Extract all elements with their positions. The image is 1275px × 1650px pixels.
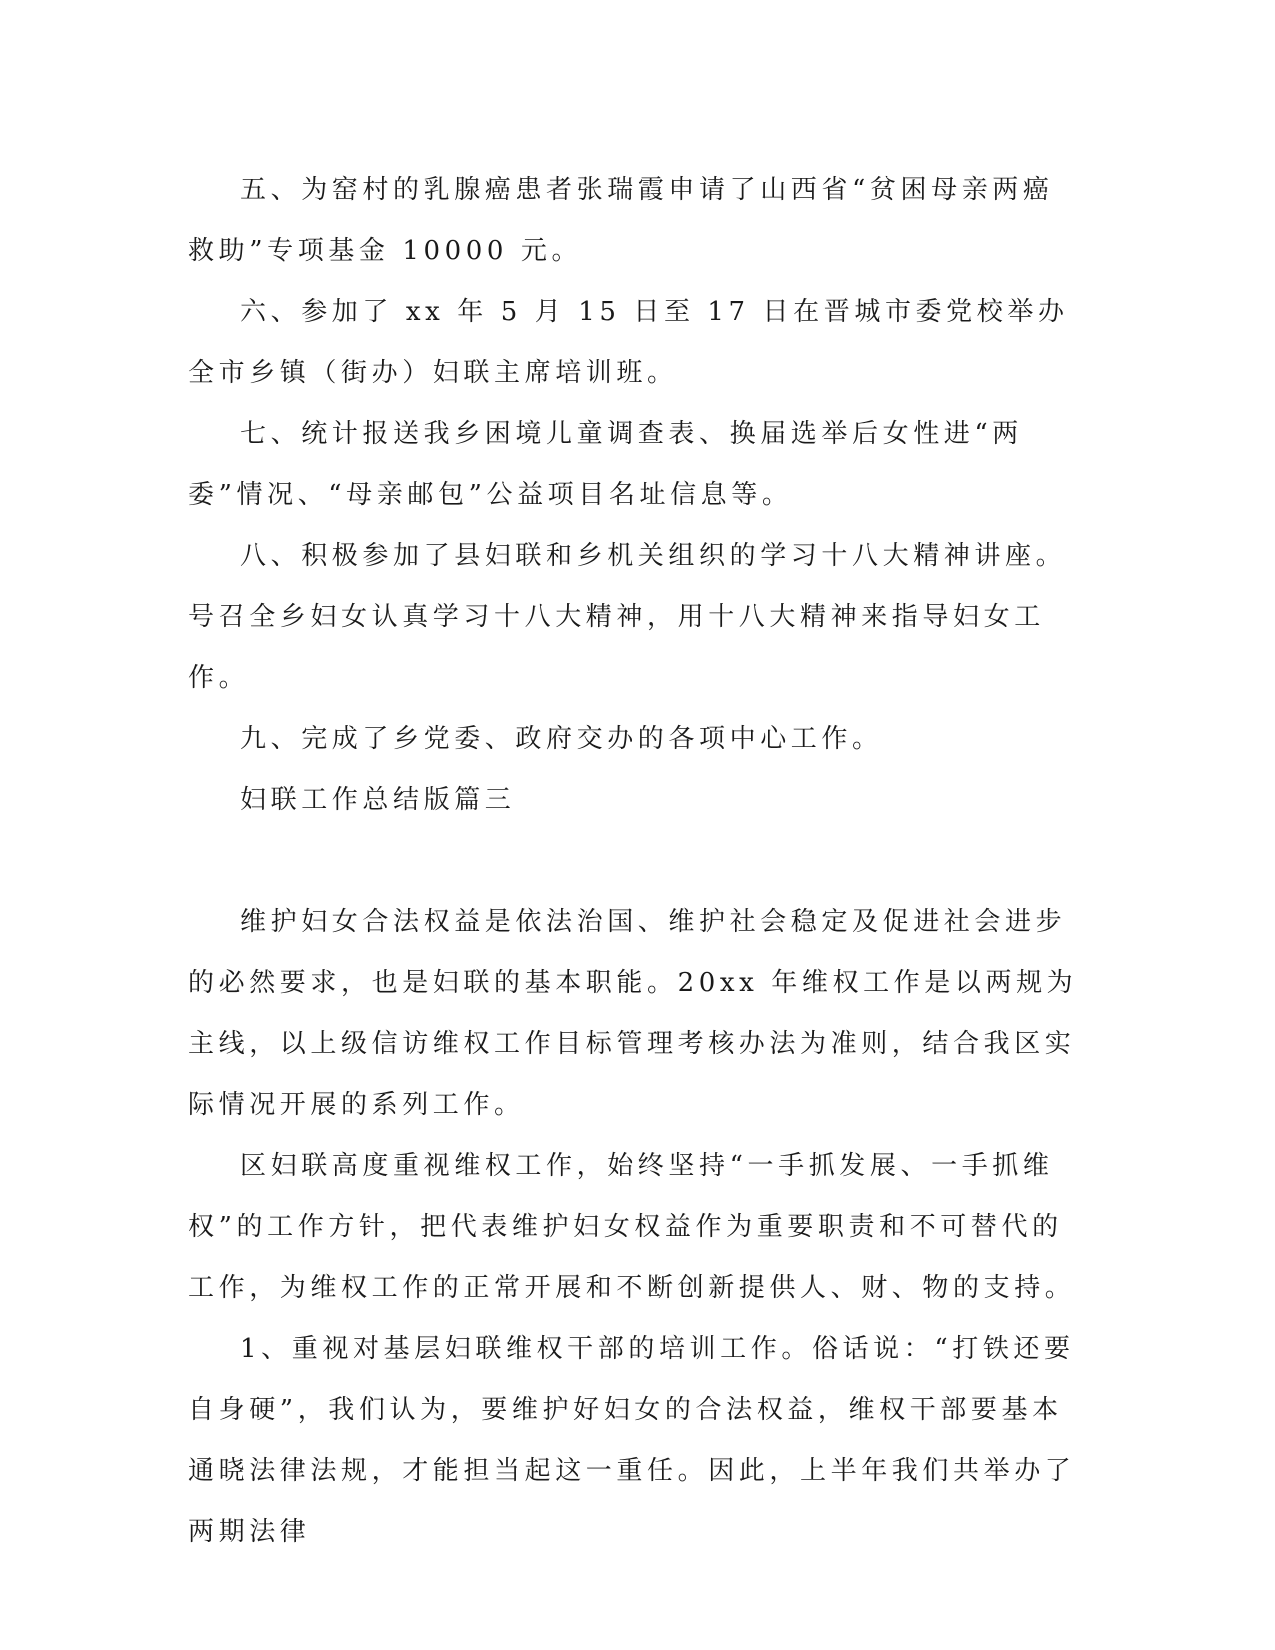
section-spacer bbox=[188, 831, 1078, 892]
paragraph-policy: 区妇联高度重视维权工作，始终坚持“一手抓发展、一手抓维权”的工作方针，把代表维护妇女权益作为重要职责和不可替代的工作，为维权工作的正常开展和不断创新提供人、财、物的支持。 bbox=[188, 1151, 1076, 1303]
paragraph-5: 五、为窑村的乳腺癌患者张瑞霞申请了山西省“贫困母亲两癌救助”专项基金 10000 元。 bbox=[188, 175, 1054, 266]
paragraph-intro: 维护妇女合法权益是依法治国、维护社会稳定及促进社会进步的必然要求，也是妇联的基本职能。20xx 年维权工作是以两规为主线，以上级信访维权工作目标管理考核办法为准则，结合我区实际情况开展的系列工作。 bbox=[188, 907, 1078, 1120]
section-heading: 妇联工作总结版篇三 bbox=[240, 785, 516, 815]
paragraph-9: 九、完成了乡党委、政府交办的各项中心工作。 bbox=[240, 724, 883, 754]
paragraph-7: 七、统计报送我乡困境儿童调查表、换届选举后女性进“两委”情况、“母亲邮包”公益项目名址信息等。 bbox=[188, 419, 1023, 510]
document-body bbox=[188, 160, 1078, 1563]
paragraph-8: 八、积极参加了县妇联和乡机关组织的学习十八大精神讲座。号召全乡妇女认真学习十八大精神，用十八大精神来指导妇女工作。 bbox=[188, 541, 1067, 693]
paragraph-6: 六、参加了 xx 年 5 月 15 日至 17 日在晋城市委党校举办全市乡镇（街办）妇联主席培训班。 bbox=[188, 297, 1069, 388]
paragraph-training: 1、重视对基层妇联维权干部的培训工作。俗话说：“打铁还要自身硬”，我们认为，要维护好妇女的合法权益，维权干部要基本通晓法律法规，才能担当起这一重任。因此，上半年我们共举办了两期法律 bbox=[188, 1334, 1076, 1547]
